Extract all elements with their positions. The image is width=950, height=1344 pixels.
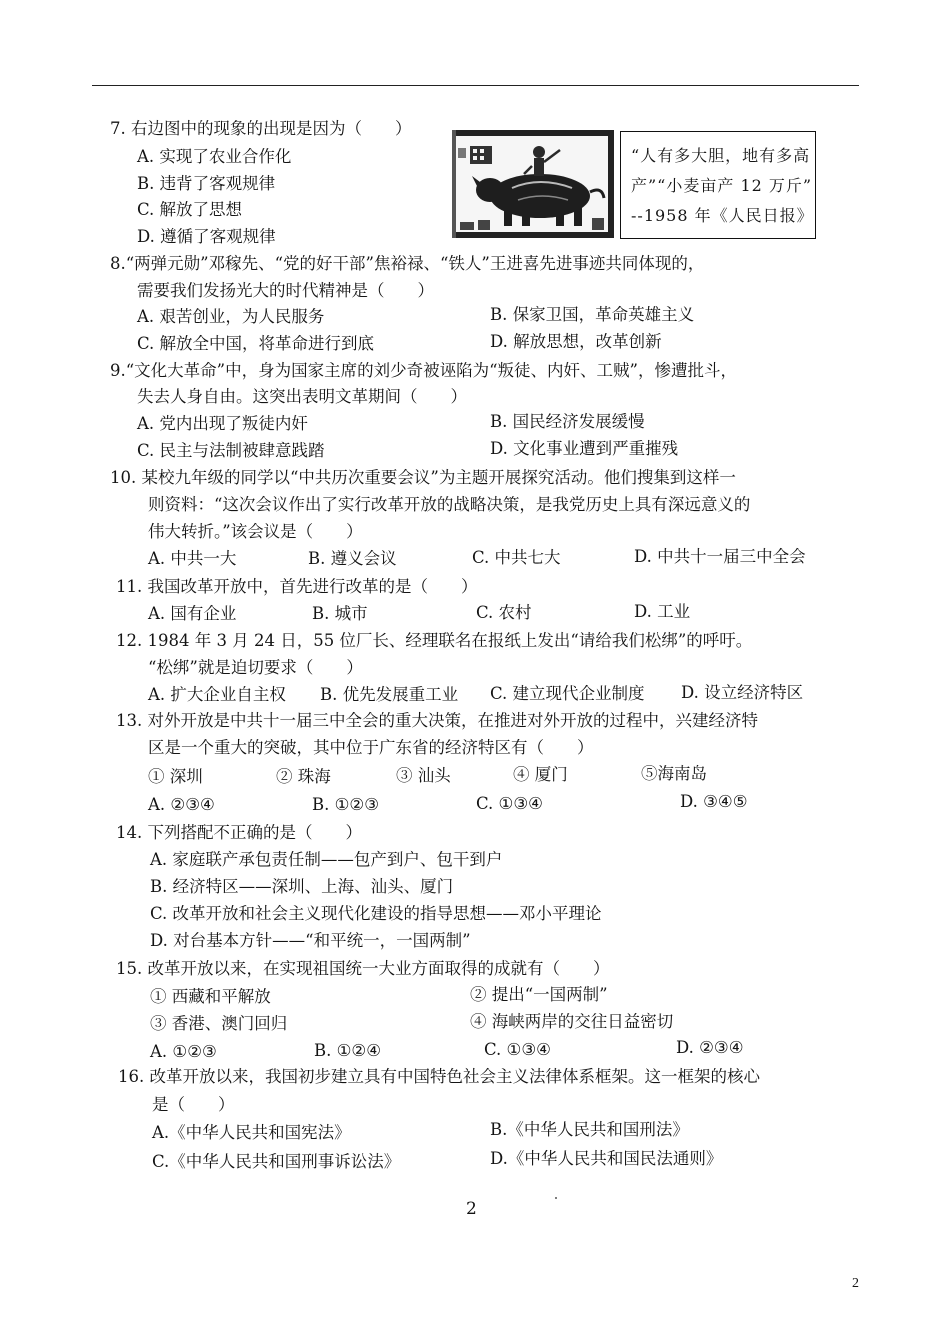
text-line: 13. 对外开放是中共十一届三中全会的重大决策，在推进对外开放的过程中，兴建经济特	[116, 711, 758, 730]
quote-source: --1958 年《人民日报》	[631, 206, 814, 225]
text-line: 12. 1984 年 3 月 24 日，55 位厂长、经理联名在报纸上发出“请给我们松绑”的呼吁。	[116, 631, 753, 650]
corner-page-number: 2	[852, 1276, 859, 1291]
text-line: A. 艰苦创业，为人民服务	[137, 307, 325, 326]
text-line: C. 解放全中国，将革命进行到底	[137, 334, 375, 353]
text-line: A. 扩大企业自主权	[148, 685, 286, 704]
text-line: 8.“两弹元勋”邓稼先、“党的好干部”焦裕禄、“铁人”王进喜先进事迹共同体现的，	[110, 254, 705, 273]
text-line: ③ 香港、澳门回归	[150, 1014, 288, 1033]
page-number: 2	[466, 1199, 477, 1219]
text-line: 16. 改革开放以来，我国初步建立具有中国特色社会主义法律体系框架。这一框架的核心	[118, 1067, 760, 1086]
text-line: ② 珠海	[276, 767, 331, 786]
text-line: D. 中共十一届三中全会	[634, 547, 806, 566]
text-line: “松绑”就是迫切要求（ ）	[148, 658, 363, 677]
text-line: B. 违背了客观规律	[137, 174, 276, 193]
text-line: 7. 右边图中的现象的出现是因为（ ）	[110, 119, 412, 138]
quote-line-1: “人有多大胆，地有多高	[631, 146, 811, 165]
text-line: 10. 某校九年级的同学以“中共历次重要会议”为主题开展探究活动。他们搜集到这样一	[110, 468, 736, 487]
quote-line-2: 产”“小麦亩产 12 万斤”	[631, 176, 813, 195]
text-line: D. ③④⑤	[680, 792, 748, 811]
text-line: C. 建立现代企业制度	[490, 684, 645, 703]
text-line: A.《中华人民共和国宪法》	[152, 1123, 351, 1142]
text-line: 则资料：“这次会议作出了实行改革开放的战略决策，是我党历史上具有深远意义的	[148, 495, 751, 514]
quote-box	[620, 131, 816, 239]
scan-speck	[555, 1197, 557, 1199]
text-line: A. ②③④	[148, 795, 215, 814]
text-line: C. 农村	[476, 603, 532, 622]
text-line: ③ 汕头	[396, 766, 451, 785]
text-line: 9.“文化大革命”中，身为国家主席的刘少奇被诬陷为“叛徒、内奸、工贼”，惨遭批斗，	[110, 361, 737, 380]
text-line: 15. 改革开放以来，在实现祖国统一大业方面取得的成就有（ ）	[116, 959, 610, 978]
text-line: ① 西藏和平解放	[150, 987, 271, 1006]
text-line: B. 保家卫国，革命英雄主义	[490, 305, 695, 324]
text-line: D. 遵循了客观规律	[137, 227, 276, 246]
text-line: A. 实现了农业合作化	[137, 147, 292, 166]
text-line: C. 中共七大	[472, 548, 561, 567]
text-line: A. 国有企业	[148, 604, 237, 623]
header-rule	[92, 85, 859, 86]
text-line: 伟大转折。”该会议是（ ）	[148, 522, 363, 541]
text-line: B. ①②③	[312, 795, 379, 814]
text-line: D. 设立经济特区	[681, 683, 804, 702]
text-line: B. 经济特区——深圳、上海、汕头、厦门	[150, 877, 454, 896]
text-line: 区是一个重大的突破，其中位于广东省的经济特区有（ ）	[148, 738, 594, 757]
text-line: B. 国民经济发展缓慢	[490, 412, 645, 431]
text-line: 需要我们发扬光大的时代精神是（ ）	[137, 281, 434, 300]
text-line: ④ 厦门	[513, 765, 568, 784]
text-line: D.《中华人民共和国民法通则》	[490, 1149, 723, 1168]
text-line: A. 中共一大	[148, 549, 237, 568]
text-line: D. 工业	[634, 602, 691, 621]
text-line: 14. 下列搭配不正确的是（ ）	[116, 823, 362, 842]
text-line: C.《中华人民共和国刑事诉讼法》	[152, 1152, 401, 1171]
text-line: B. 优先发展重工业	[320, 685, 459, 704]
text-line: C. ①③④	[476, 794, 543, 813]
text-line: ④ 海峡两岸的交往日益密切	[470, 1012, 674, 1031]
text-line: B. 遵义会议	[308, 549, 397, 568]
text-line: A. 党内出现了叛徒内奸	[137, 414, 308, 433]
text-line: C. ①③④	[484, 1040, 551, 1059]
text-line: A. ①②③	[150, 1042, 217, 1061]
text-line: 是（ ）	[152, 1095, 235, 1114]
text-line: A. 家庭联产承包责任制——包产到户、包干到户	[150, 850, 503, 869]
text-line: D. 对台基本方针——“和平统一，一国两制”	[150, 931, 471, 950]
text-line: ② 提出“一国两制”	[470, 985, 608, 1004]
text-line: D. ②③④	[676, 1038, 744, 1057]
text-line: 失去人身自由。这突出表明文革期间（ ）	[137, 387, 467, 406]
text-line: C. 民主与法制被肆意践踏	[137, 441, 325, 460]
text-line: ⑤海南岛	[641, 764, 707, 783]
text-line: B. 城市	[312, 604, 368, 623]
text-line: ① 深圳	[148, 767, 203, 786]
propaganda-illustration	[452, 130, 614, 238]
text-line: C. 解放了思想	[137, 200, 243, 219]
text-line: D. 文化事业遭到严重摧残	[490, 439, 679, 458]
text-line: B. ①②④	[314, 1041, 381, 1060]
text-line: 11. 我国改革开放中，首先进行改革的是（ ）	[116, 577, 478, 596]
text-line: C. 改革开放和社会主义现代化建设的指导思想——邓小平理论	[150, 904, 602, 923]
text-line: D. 解放思想，改革创新	[490, 332, 662, 351]
text-line: B.《中华人民共和国刑法》	[490, 1120, 689, 1139]
